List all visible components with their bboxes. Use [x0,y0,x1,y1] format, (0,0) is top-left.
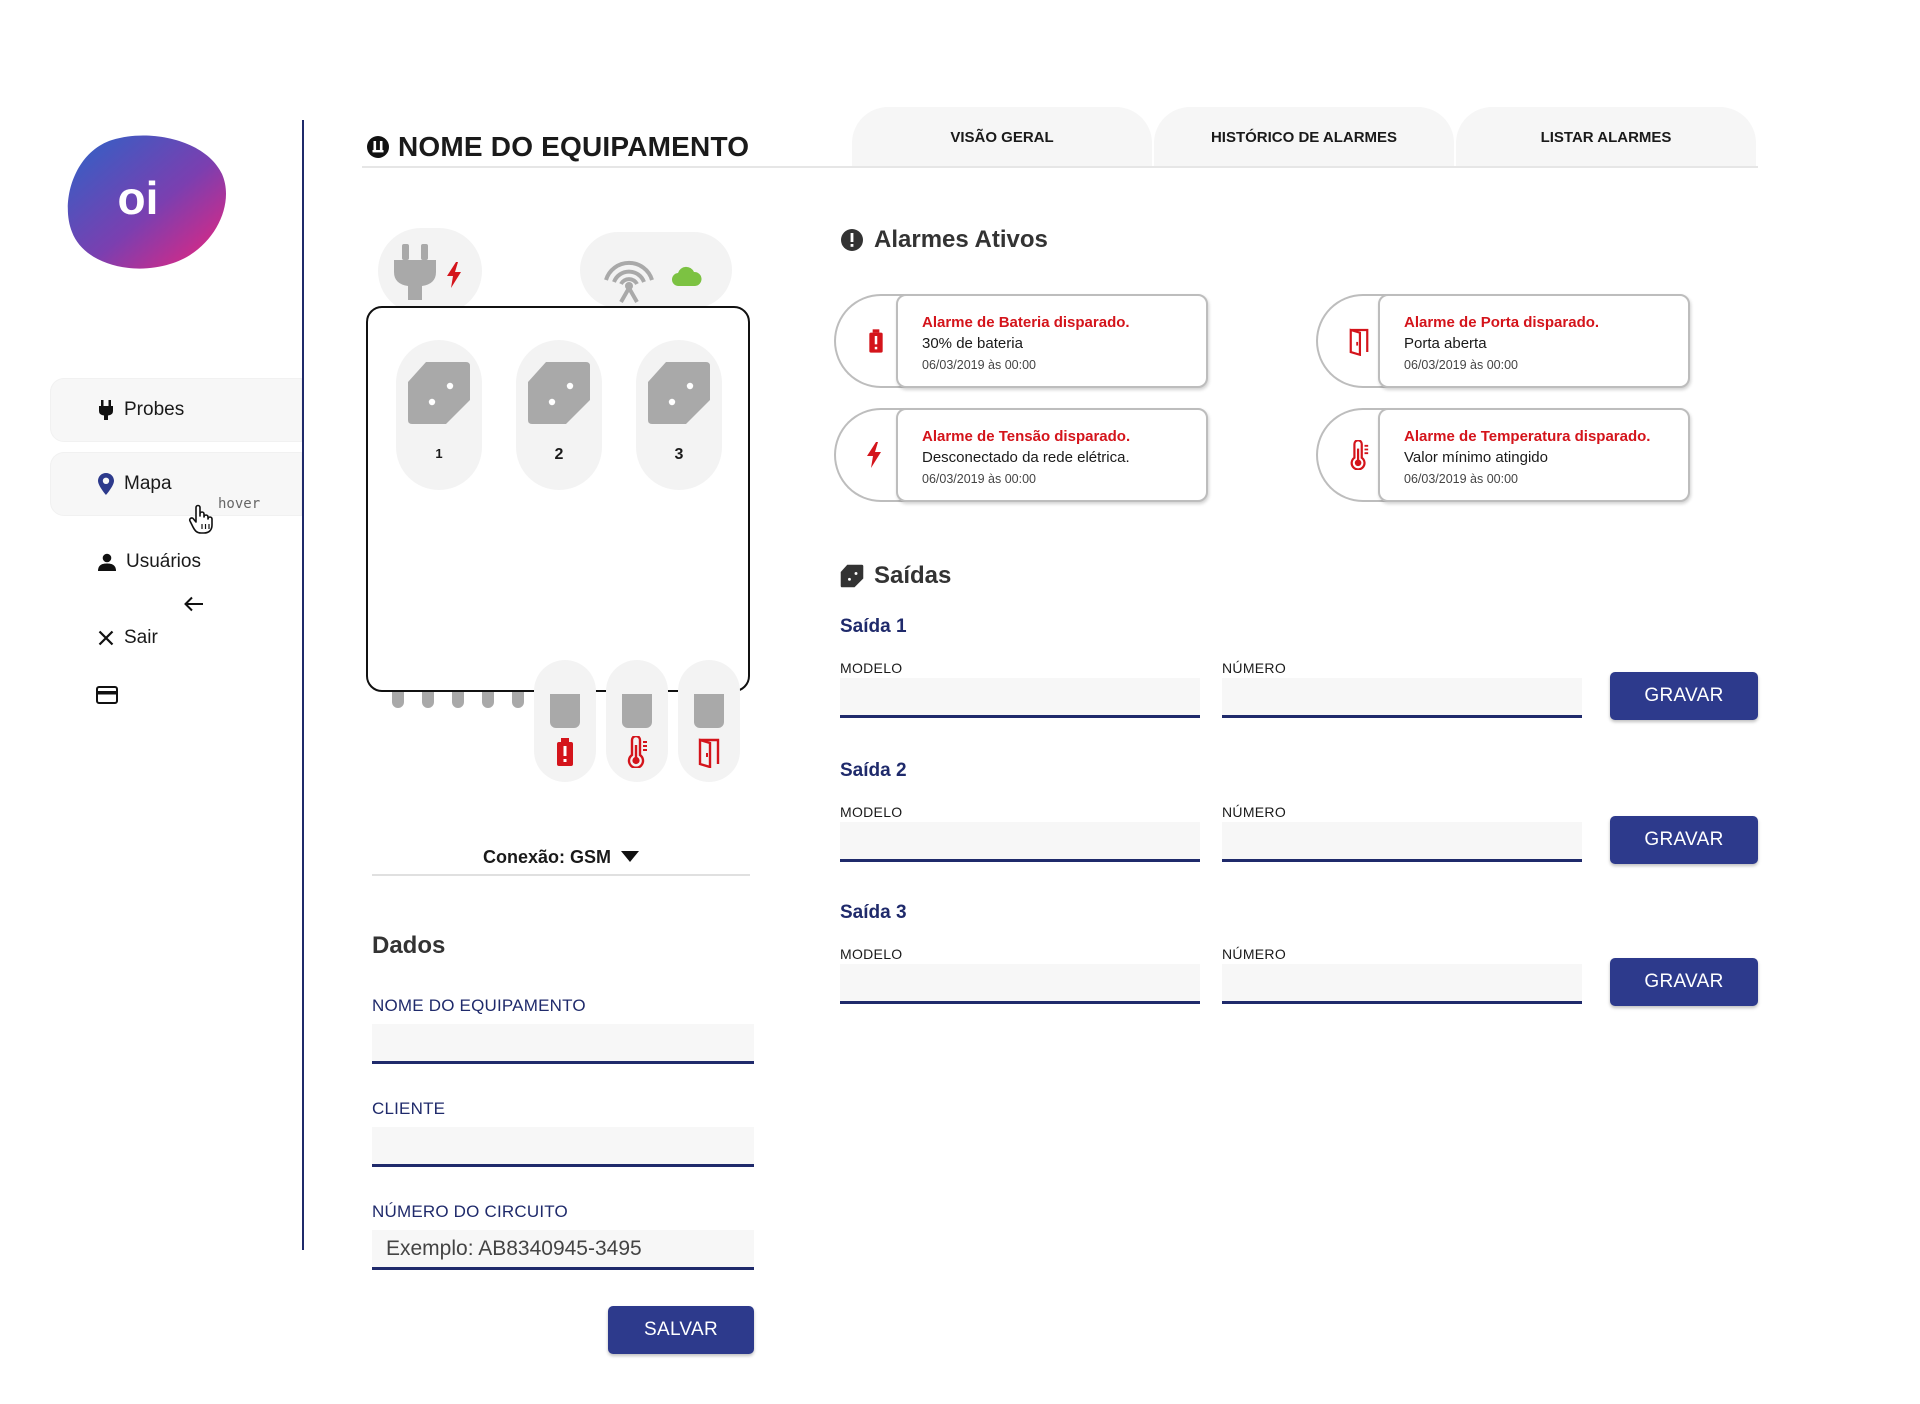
port-number: 1 [435,446,443,461]
thermometer-icon [1348,440,1370,470]
alarm-voltage[interactable] [834,408,1208,502]
port-number: 2 [554,446,564,463]
alarm-detail: Desconectado da rede elétrica. [922,449,1130,466]
alarm-time: 06/03/2019 às 00:00 [1404,358,1518,372]
lightning-icon [446,262,462,288]
sidebar-divider [302,120,304,1250]
alarm-time: 06/03/2019 às 00:00 [922,358,1036,372]
tab-label: HISTÓRICO DE ALARMES [1210,128,1398,146]
output-2-title: Saída 2 [840,760,907,781]
logo-text: oi [117,172,159,224]
battery-alert-icon [553,736,577,768]
connectivity-status-pill [580,232,732,308]
door-icon [1348,326,1370,356]
port-1[interactable] [396,340,482,490]
alarm-time: 06/03/2019 às 00:00 [1404,472,1518,486]
connector-pin [482,692,494,708]
tab-label: VISÃO GERAL [950,128,1054,146]
alarm-detail: Valor mínimo atingido [1404,449,1548,466]
sidebar-item-probes[interactable] [50,378,302,442]
output-3-number-input[interactable] [1222,964,1582,1004]
alarm-temperature[interactable] [1316,408,1690,502]
output-1-model-label: MODELO [840,660,903,676]
dados-title: Dados [372,932,446,959]
output-3-model-input[interactable] [840,964,1200,1004]
antenna-icon [600,254,658,304]
lightning-icon [866,442,882,468]
probe-tag-icon [840,564,864,588]
alert-circle-icon [840,228,864,252]
connection-underline [372,874,750,876]
alarm-title: Alarme de Tensão disparado. [922,428,1131,445]
hover-note: hover [218,496,261,512]
sidebar-item-usuarios[interactable] [50,530,302,594]
connector-pin [392,692,404,708]
equipment-name-input[interactable] [372,1024,754,1064]
tab-visao-geral[interactable] [852,107,1152,167]
output-1-title: Saída 1 [840,616,907,637]
output-3-save-button[interactable]: GRAVAR [1610,958,1758,1006]
output-2-number-input[interactable] [1222,822,1582,862]
output-1-number-input[interactable] [1222,678,1582,718]
page-title [366,130,749,164]
alarm-detail: Porta aberta [1404,335,1487,352]
close-icon [98,630,114,646]
sidebar-item-sair[interactable] [50,606,302,670]
alarms-title-text: Alarmes Ativos [874,226,1048,253]
port-3[interactable] [636,340,722,490]
output-2-save-button[interactable]: GRAVAR [1610,816,1758,864]
tab-historico-alarmes[interactable] [1154,107,1454,167]
output-1-save-button[interactable]: GRAVAR [1610,672,1758,720]
alarm-time: 06/03/2019 às 00:00 [922,472,1036,486]
circuit-number-input[interactable]: Exemplo: AB8340945-3495 [372,1230,754,1270]
sidebar-item-label: Usuários [126,551,201,572]
oi-logo[interactable] [66,134,228,270]
sidebar-item-label: Probes [124,399,185,420]
output-2-number-label: NÚMERO [1222,804,1287,820]
output-3-model-label: MODELO [840,946,903,962]
output-1-model-input[interactable] [840,678,1200,718]
battery-sensor[interactable] [534,660,596,782]
connector-pin [422,692,434,708]
probe-port-icon [406,360,472,426]
connector-pin [452,692,464,708]
circuit-number-label: NÚMERO DO CIRCUITO [372,1202,568,1221]
probe-port-icon [646,360,712,426]
alarm-battery[interactable] [834,294,1208,388]
port-2[interactable] [516,340,602,490]
outputs-title-text: Saídas [874,562,952,589]
plug-icon [98,400,114,420]
cloud-icon [672,266,702,286]
alarm-title: Alarme de Temperatura disparado. [1404,428,1651,445]
output-3-title: Saída 3 [840,902,907,923]
sidebar-item-label: Sair [124,627,158,648]
credit-card-icon[interactable] [96,686,118,704]
connection-selector[interactable] [372,842,750,872]
door-icon [697,736,721,768]
output-2-model-input[interactable] [840,822,1200,862]
outputs-title [840,562,951,590]
output-3-number-label: NÚMERO [1222,946,1287,962]
plug-icon [392,244,438,300]
alarm-door[interactable] [1316,294,1690,388]
equipment-name-label: NOME DO EQUIPAMENTO [372,996,586,1015]
alarm-title: Alarme de Porta disparado. [1404,314,1600,331]
tab-listar-alarmes[interactable] [1456,107,1756,167]
probe-badge-icon [366,135,390,159]
page-title-text: NOME DO EQUIPAMENTO [398,131,750,162]
tab-label: LISTAR ALARMES [1540,128,1672,146]
save-button[interactable]: SALVAR [608,1306,754,1354]
port-number: 3 [674,446,684,463]
client-input[interactable] [372,1127,754,1167]
sidebar-item-label: Mapa [124,473,172,494]
caret-down-icon [621,851,639,863]
probe-port-icon [526,360,592,426]
alarm-detail: 30% de bateria [922,335,1023,352]
connection-label: Conexão: GSM [482,846,611,867]
user-icon [98,553,116,571]
map-pin-icon [98,473,114,495]
sidebar-item-mapa[interactable] [50,452,302,516]
door-sensor[interactable] [678,660,740,782]
client-label: CLIENTE [372,1099,446,1118]
output-2-model-label: MODELO [840,804,903,820]
temperature-sensor[interactable] [606,660,668,782]
output-1-number-label: NÚMERO [1222,660,1287,676]
thermometer-icon [625,736,649,768]
header-divider [362,166,1758,168]
alarm-title: Alarme de Bateria disparado. [922,314,1130,331]
power-status-pill [378,228,482,314]
alarms-title [840,226,1048,254]
connector-pin [512,692,524,708]
battery-alert-icon [866,327,886,355]
